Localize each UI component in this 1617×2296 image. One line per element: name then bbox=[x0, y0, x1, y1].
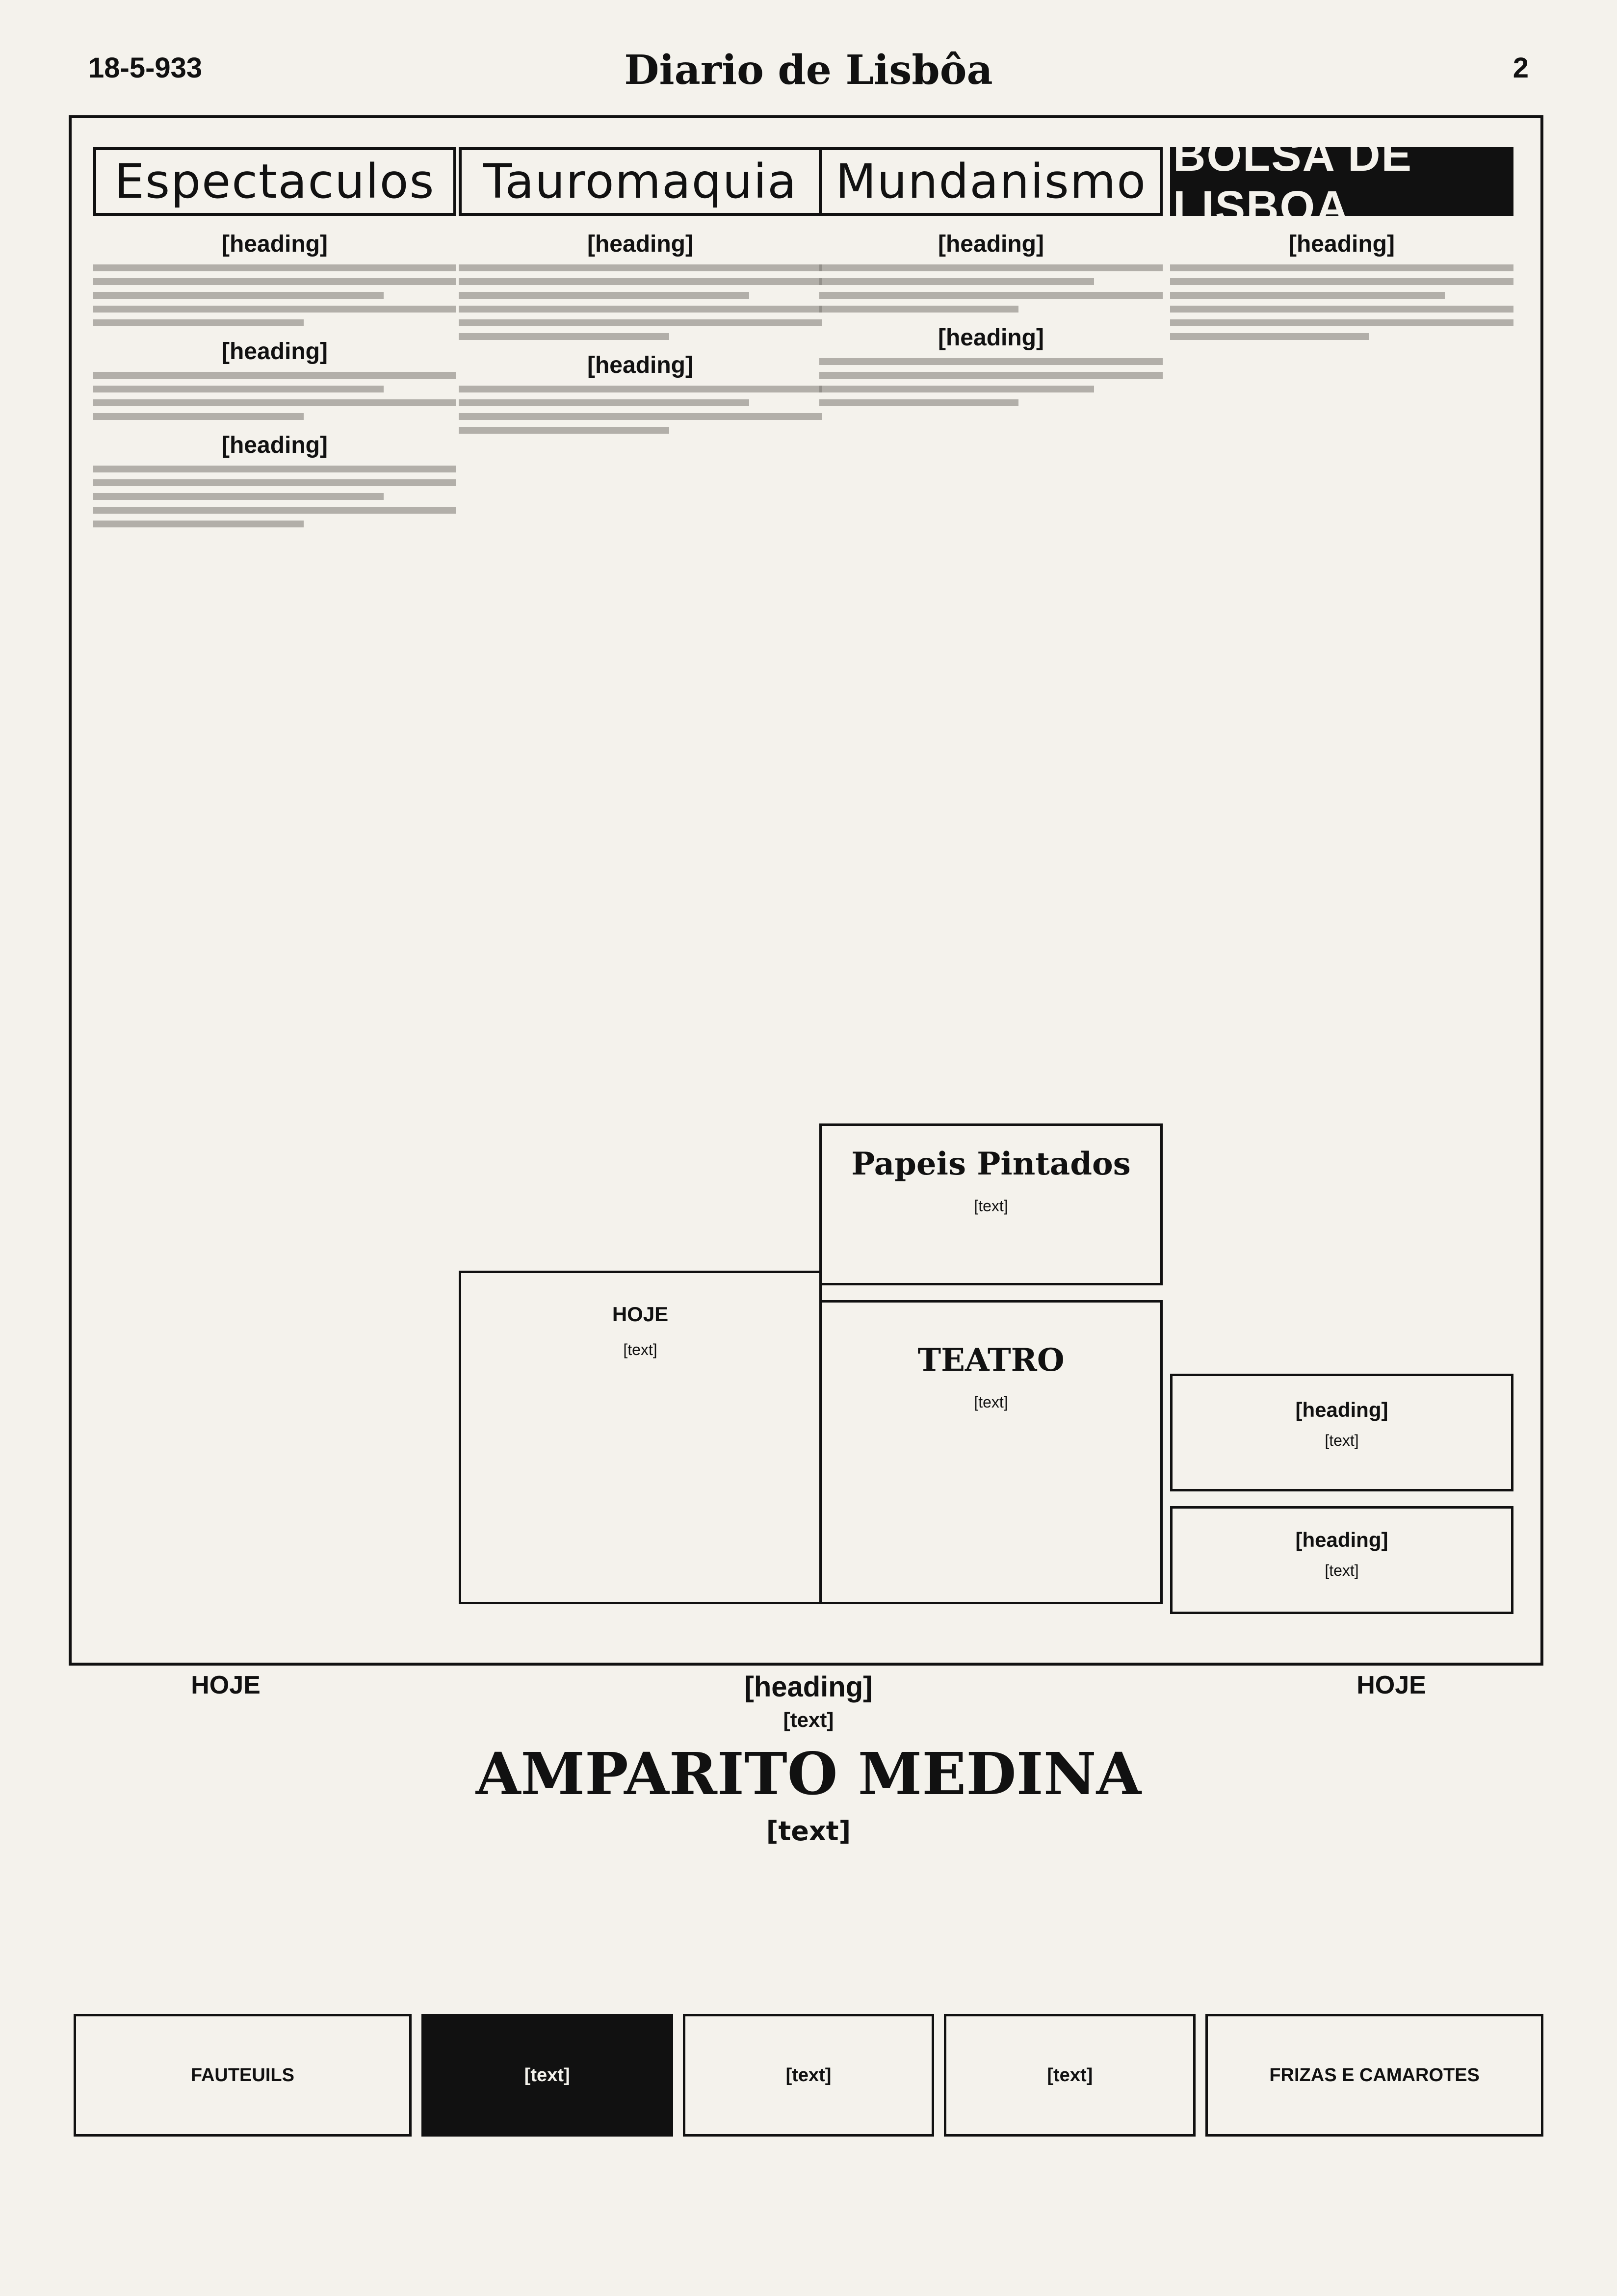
text-placeholder bbox=[93, 466, 456, 527]
text-placeholder bbox=[819, 358, 1163, 406]
page-number: 2 bbox=[1513, 52, 1529, 84]
footer-box: [text] bbox=[421, 2014, 673, 2137]
issue-date: 18-5-933 bbox=[88, 52, 203, 84]
ad-block bbox=[1170, 1374, 1513, 1491]
ad-title: Papeis Pintados bbox=[851, 1146, 1131, 1182]
footer-boxes bbox=[74, 2014, 1543, 2137]
column-bolsa bbox=[1170, 130, 1513, 340]
article-heading: [heading] bbox=[938, 325, 1044, 351]
masthead bbox=[88, 47, 1529, 101]
ad-title: HOJE bbox=[612, 1303, 669, 1326]
column-mundanismo bbox=[819, 147, 1163, 406]
text-placeholder bbox=[93, 264, 456, 326]
ad-teatro bbox=[819, 1300, 1163, 1604]
ad-line: [text] bbox=[974, 1393, 1008, 1411]
column-espectaculos bbox=[93, 147, 456, 527]
ad-title: TEATRO bbox=[917, 1342, 1065, 1379]
text-placeholder bbox=[1170, 264, 1513, 340]
ad-line: [text] bbox=[623, 1341, 657, 1358]
text-placeholder bbox=[459, 386, 822, 434]
notice-line: [text] bbox=[783, 1708, 834, 1731]
ad-block bbox=[1170, 1506, 1513, 1614]
ad-block bbox=[459, 1271, 822, 1604]
bottom-advertisement bbox=[74, 1670, 1543, 1980]
section-heading: Mundanismo bbox=[819, 147, 1163, 216]
article-heading: [heading] bbox=[222, 432, 328, 458]
text-placeholder bbox=[459, 264, 822, 340]
text-placeholder bbox=[819, 264, 1163, 313]
right-notice: HOJE bbox=[1356, 1671, 1426, 1699]
article-heading: [heading] bbox=[222, 231, 328, 257]
article-heading: [heading] bbox=[1289, 231, 1395, 257]
article-heading: [heading] bbox=[587, 352, 693, 378]
section-heading: Tauromaquia bbox=[459, 147, 822, 216]
ad-title: [heading] bbox=[1295, 1528, 1388, 1551]
center-notice bbox=[378, 1670, 1239, 1847]
left-notice: HOJE bbox=[191, 1671, 261, 1699]
footer-box: [text] bbox=[683, 2014, 935, 2137]
article-heading: [heading] bbox=[587, 231, 693, 257]
notice-line: [text] bbox=[766, 1816, 851, 1847]
ad-line: [text] bbox=[1325, 1562, 1359, 1579]
ad-line: [text] bbox=[1325, 1432, 1359, 1449]
article-heading: [heading] bbox=[222, 339, 328, 365]
ad-line: [text] bbox=[974, 1197, 1008, 1215]
newspaper-title: Diario de Lisbôa bbox=[624, 47, 993, 94]
footer-box: FAUTEUILS bbox=[74, 2014, 412, 2137]
article-heading: [heading] bbox=[938, 231, 1044, 257]
section-heading: Espectaculos bbox=[93, 147, 456, 216]
notice-title: AMPARITO MEDINA bbox=[475, 1740, 1142, 1808]
section-heading: BOLSA DE LISBOA bbox=[1170, 147, 1513, 216]
notice-line: [heading] bbox=[744, 1671, 873, 1703]
ad-title: [heading] bbox=[1295, 1398, 1388, 1421]
footer-box: [text] bbox=[944, 2014, 1196, 2137]
footer-box: FRIZAS E CAMAROTES bbox=[1205, 2014, 1543, 2137]
column-tauromaquia bbox=[459, 147, 822, 434]
ad-papeis-pintados bbox=[819, 1123, 1163, 1285]
text-placeholder bbox=[93, 372, 456, 420]
